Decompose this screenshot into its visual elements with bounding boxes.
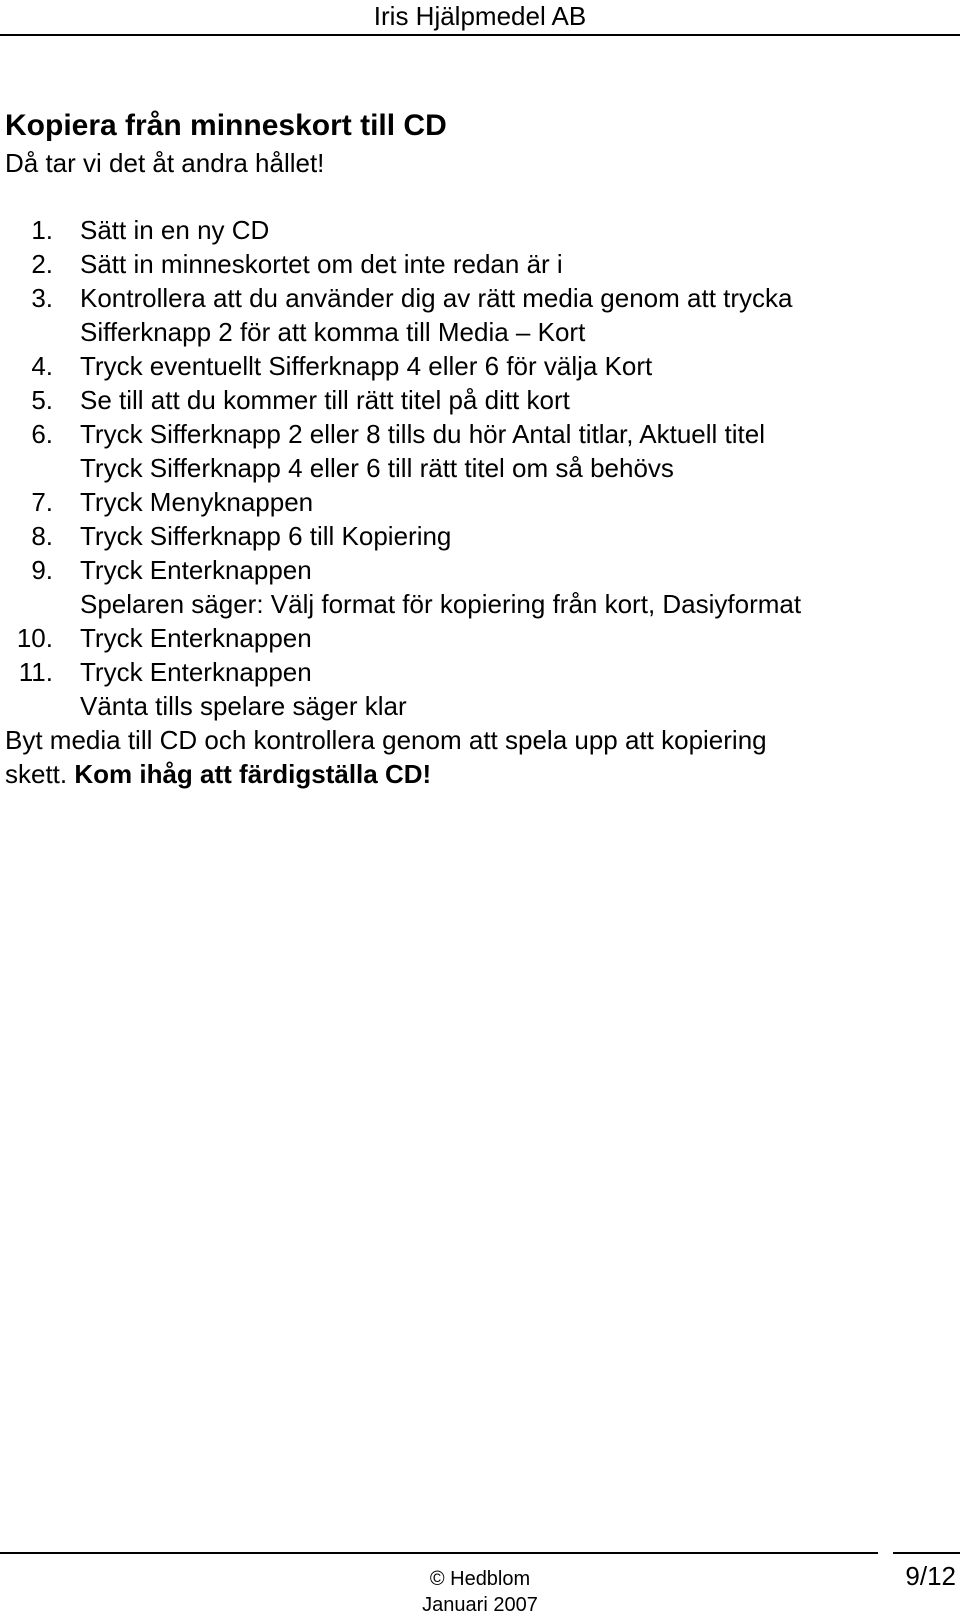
step-number: 8. (31, 521, 53, 551)
closing-text-line2: skett. (5, 759, 75, 789)
step-text: Sätt in minneskortet om det inte redan är i (80, 249, 563, 279)
footer-date: Januari 2007 (422, 1594, 538, 1616)
step-number: 6. (31, 419, 53, 449)
step-number: 11. (18, 657, 53, 687)
step-item (5, 519, 955, 553)
page-title: Kopiera från minneskort till CD (5, 109, 447, 142)
step-number: 1. (31, 215, 53, 245)
steps-list (5, 213, 955, 723)
step-continuation: Tryck Sifferknapp 4 eller 6 till rätt titel om så behövs (80, 453, 674, 483)
page-number: 9/12 (905, 1561, 956, 1591)
step-text: Tryck eventuellt Sifferknapp 4 eller 6 för välja Kort (80, 351, 653, 381)
closing-emphasis: Kom ihåg att färdigställa CD! (74, 759, 432, 789)
step-item (5, 247, 955, 281)
step-item (5, 417, 955, 485)
step-number: 7. (31, 487, 53, 517)
step-text: Tryck Enterknappen (80, 623, 312, 653)
header-divider (0, 34, 960, 36)
footer-copyright: © Hedblom (429, 1568, 531, 1590)
step-text: Tryck Enterknappen (80, 555, 312, 585)
step-number: 3. (31, 283, 53, 313)
step-text: Tryck Enterknappen (80, 657, 312, 687)
step-item (5, 281, 955, 349)
step-item (5, 621, 955, 655)
step-number: 2. (31, 249, 53, 279)
step-continuation: Sifferknapp 2 för att komma till Media – Kort (80, 317, 586, 347)
step-item (5, 655, 955, 723)
step-text: Tryck Sifferknapp 2 eller 8 tills du hör Antal titlar, Aktuell titel (80, 419, 765, 449)
step-continuation: Vänta tills spelare säger klar (80, 691, 407, 721)
step-number: 4. (31, 351, 53, 381)
footer-info (380, 1566, 580, 1618)
header-company: Iris Hjälpmedel AB (373, 1, 587, 31)
step-number: 10. (16, 623, 53, 653)
document-body (5, 106, 955, 791)
intro-text: Då tar vi det åt andra hållet! (5, 148, 325, 178)
step-item (5, 349, 955, 383)
step-item (5, 553, 955, 621)
step-text: Kontrollera att du använder dig av rätt media genom att trycka (80, 283, 793, 313)
step-text: Se till att du kommer till rätt titel på ditt kort (80, 385, 570, 415)
step-text: Tryck Menyknappen (80, 487, 314, 517)
step-item (5, 213, 955, 247)
step-continuation: Spelaren säger: Välj format för kopiering från kort, Dasiyformat (80, 589, 802, 619)
step-item (5, 383, 955, 417)
closing-paragraph (5, 723, 955, 791)
step-text: Sätt in en ny CD (80, 215, 270, 245)
footer-divider-page (893, 1552, 960, 1554)
step-text: Tryck Sifferknapp 6 till Kopiering (80, 521, 452, 551)
closing-text-line1: Byt media till CD och kontrollera genom att spela upp att kopiering (5, 725, 767, 755)
step-number: 9. (31, 555, 53, 585)
step-item (5, 485, 955, 519)
step-number: 5. (31, 385, 53, 415)
footer-divider (0, 1552, 878, 1554)
